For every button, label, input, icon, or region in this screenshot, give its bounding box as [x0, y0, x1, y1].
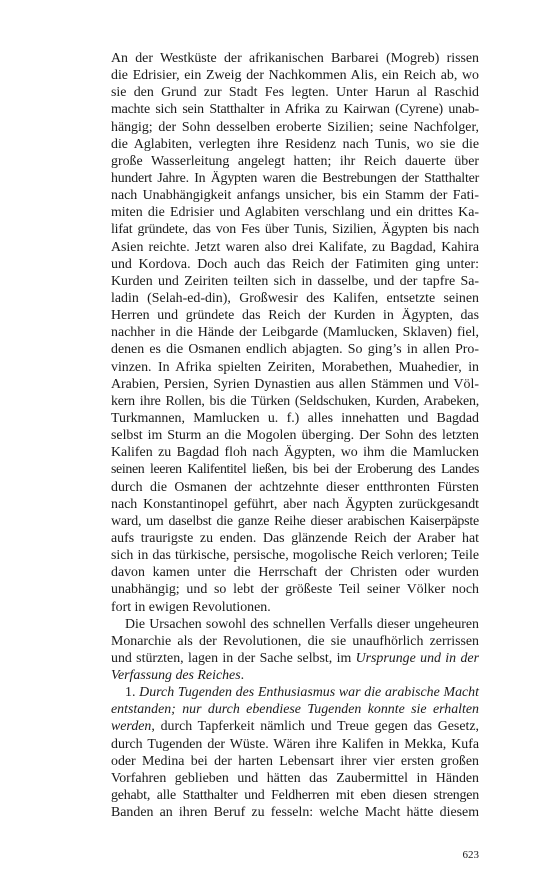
text-run: Kurden und Zeiriten teilten sich in dasselbe, und der tapfre Sa-	[111, 273, 479, 289]
text-line	[111, 410, 479, 427]
page-body	[111, 50, 479, 821]
text-line	[111, 547, 479, 564]
text-run: oder Medina bei der harten Lebensart ihrer vier ersten großen	[111, 753, 479, 769]
text-run: Asien reichte. Jetzt waren also drei Kalifate, zu Bagdad, Kahira	[111, 239, 479, 255]
text-line	[111, 496, 479, 513]
text-run: vinzen. In Afrika spielten Zeiriten, Morabethen, Muahedier, in	[111, 359, 479, 375]
text-line	[111, 256, 479, 273]
text-run: und Kordova. Doch auch das Reich der Fatimiten ging unter:	[111, 256, 479, 272]
text-run: aufs traurigste zu enden. Das glänzende Reich der Araber hat	[111, 530, 479, 546]
italic-text: werden	[111, 719, 152, 735]
text-line	[111, 153, 479, 170]
text-line	[111, 479, 479, 496]
text-run: kern ihre Rollen, bis die Türken (Seldschuken, Kurden, Arabeken,	[111, 393, 479, 409]
text-line	[111, 581, 479, 598]
text-line	[111, 393, 479, 410]
text-line	[111, 718, 479, 735]
text-line	[111, 84, 479, 101]
text-run: nachher in die Hände der Leibgarde (Mamlucken, Sklaven) fiel,	[111, 325, 479, 341]
text-run: hundert Jahre. In Ägypten waren die Bestrebungen der Statthalter	[111, 170, 479, 186]
text-run: gehabt, alle Statthalter und Feldherren mit eben diesen strengen	[111, 788, 479, 804]
text-line	[111, 359, 479, 376]
text-run: .	[240, 668, 245, 684]
text-line	[111, 461, 479, 478]
text-line	[111, 427, 479, 444]
text-line	[111, 136, 479, 153]
text-line	[111, 513, 479, 530]
text-line	[111, 324, 479, 341]
text-run: die Aglabiten, verlegten ihre Residenz nach Tunis, wo sie die	[111, 136, 479, 152]
text-run: Herren und gründete das Reich der Kurden in Ägypten, das	[111, 308, 479, 324]
text-run: Die Ursachen sowohl des schnellen Verfalls dieser ungeheuren	[125, 616, 479, 632]
text-run: hängig; der Sohn desselben eroberte Sizilien; seine Nachfolger,	[111, 119, 479, 135]
text-run: die Edrisier, ein Zweig der Nachkommen Alis, ein Reich ab, wo	[111, 68, 479, 84]
text-run: große Wasserleitung angelegt hatten; ihr Reich dauerte über	[111, 153, 479, 169]
text-run: nach Unabhängigkeit anfangs unsicher, bis ein Stamm der Fati-	[111, 188, 479, 204]
text-line	[111, 667, 479, 684]
italic-text: Ursprunge und in der	[355, 650, 479, 666]
text-line	[111, 633, 479, 650]
text-run: davon kamen unter die Herrschaft der Christen oder wurden	[111, 565, 479, 581]
text-run: unabhängig; und so lebt der größeste Teil seiner Völker noch	[111, 582, 479, 598]
page-number: 623	[462, 849, 479, 861]
text-line	[111, 290, 479, 307]
text-line	[111, 50, 479, 67]
text-line	[111, 599, 479, 616]
text-line	[111, 650, 479, 667]
text-line	[111, 273, 479, 290]
text-run: und stürzten, lagen in der Sache selbst, im	[111, 650, 356, 666]
text-line	[111, 67, 479, 84]
italic-text: Durch Tugenden des Enthusiasmus war die arabische Macht	[139, 685, 479, 701]
text-run: fort in ewigen Revolutionen.	[111, 599, 271, 615]
text-run: sich in das türkische, persische, mogolische Reich verloren; Teile	[111, 548, 479, 564]
text-run: ward, um daselbst die ganze Reihe dieser arabischen Kaiserpäpste	[111, 513, 479, 529]
text-run: , durch Tapferkeit nämlich und Treue gegen das Gesetz,	[151, 719, 479, 735]
text-line	[111, 119, 479, 136]
text-run: durch die Osmanen der achtzehnte dieser entthronten Fürsten	[111, 479, 479, 495]
text-line	[111, 307, 479, 324]
text-line	[111, 187, 479, 204]
text-line	[111, 753, 479, 770]
text-line	[111, 376, 479, 393]
text-run: Vorfahren geblieben und hätten das Zaubermittel in Händen	[111, 770, 479, 786]
text-run: durch Tugenden der Wüste. Wären ihre Kalifen in Mekka, Kufa	[111, 736, 479, 752]
text-line	[111, 564, 479, 581]
text-run: Arabien, Persien, Syrien Dynastien aus allen Stämmen und Völ-	[111, 376, 479, 392]
text-run: Turkmannen, Mamlucken u. f.) alles innehatten und Bagdad	[111, 410, 479, 426]
text-run: 1.	[125, 685, 140, 701]
text-run: sie den Grund zur Stadt Fes legten. Unter Harun al Raschid	[111, 85, 479, 101]
text-run: ladin (Selah-ed-din), Großwesir des Kalifen, entsetzte seinen	[111, 290, 479, 306]
text-run: Kalifen zu Bagdad floh nach Ägypten, wo ihm die Mamlucken	[111, 445, 479, 461]
text-line	[111, 221, 479, 238]
text-line	[111, 204, 479, 221]
italic-text: Verfassung des Reiches	[111, 668, 241, 684]
text-line	[111, 239, 479, 256]
text-line	[111, 787, 479, 804]
text-line	[111, 684, 479, 701]
text-line	[111, 444, 479, 461]
text-run: nach Konstantinopel geführt, aber nach Ägypten zurückgesandt	[111, 496, 479, 512]
text-run: An der Westküste der afrikanischen Barbarei (Mogreb) rissen	[111, 51, 479, 66]
italic-text: entstanden; nur durch ebendiese Tugenden konnte sie erhalten	[111, 702, 479, 718]
text-line	[111, 530, 479, 547]
text-line	[111, 736, 479, 753]
text-run: selbst im Sturm an die Mogolen überging. Der Sohn des letzten	[111, 428, 479, 444]
text-line	[111, 170, 479, 187]
text-run: Banden an ihren Beruf zu fesseln: welche Macht hätte diesem	[111, 805, 479, 821]
text-line	[111, 804, 479, 821]
text-run: machte sich sein Statthalter in Afrika zu Kairwan (Cyrene) unab-	[111, 102, 479, 118]
text-run: denen es die Osmanen endlich abjagten. So ging’s in allen Pro-	[111, 342, 479, 358]
text-run: Monarchie als der Revolutionen, die sie unaufhörlich zerrissen	[111, 633, 479, 649]
text-line	[111, 341, 479, 358]
text-run: miten die Edrisier und Aglabiten verschlang und ein drittes Ka-	[111, 205, 479, 221]
text-line	[111, 616, 479, 633]
text-line	[111, 701, 479, 718]
text-run: lifat gründete, das von Fes über Tunis, Sizilien, Ägypten bis nach	[111, 222, 479, 238]
text-run: seinen leeren Kalifentitel ließen, bis bei der Eroberung des Landes	[111, 462, 479, 478]
text-line	[111, 770, 479, 787]
text-line	[111, 101, 479, 118]
